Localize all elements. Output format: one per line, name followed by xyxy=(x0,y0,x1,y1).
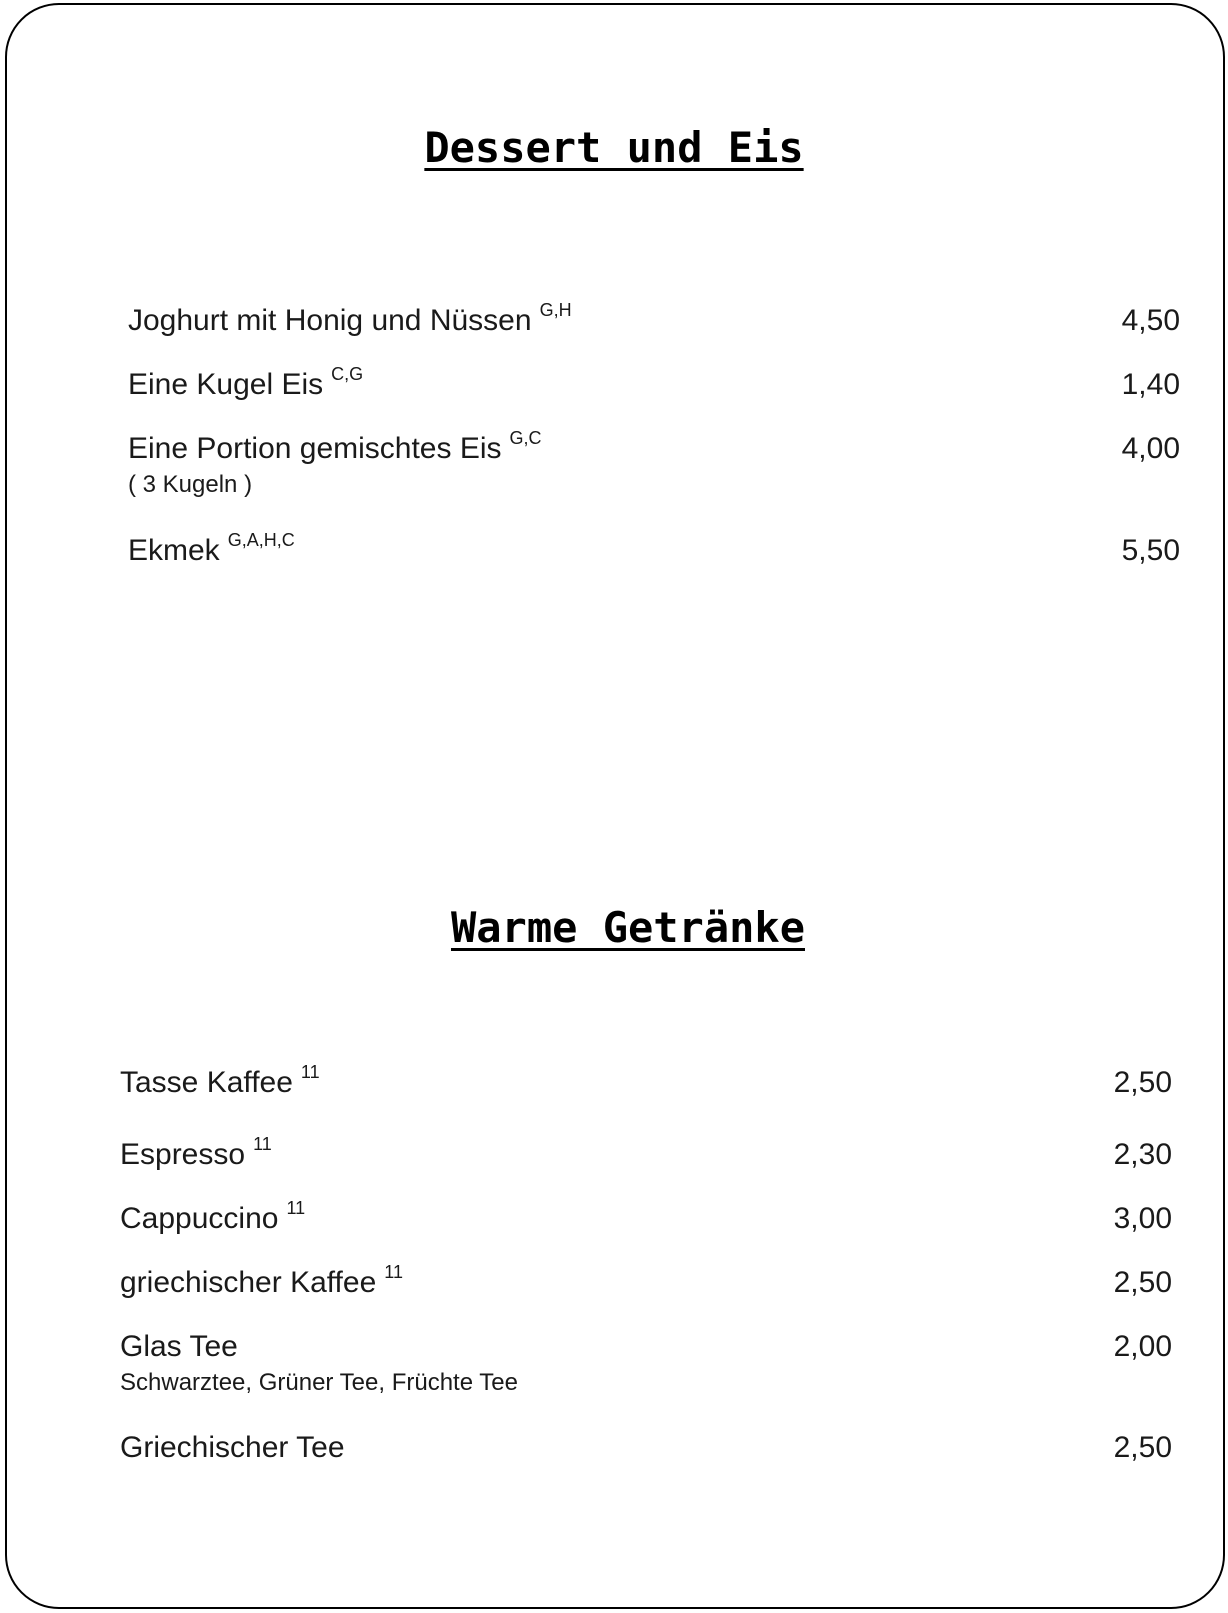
item-price: 4,50 xyxy=(1121,304,1180,337)
menu-item xyxy=(128,530,1180,603)
item-name: Ekmek $^{G,A,H,C}$ xyxy=(128,530,295,567)
item-name: Espresso $^{11}$ xyxy=(120,1134,272,1171)
menu-item xyxy=(120,1198,1172,1271)
section-title-warm-drinks: Warme Getränke xyxy=(450,903,805,952)
allergen-codes: C,G xyxy=(331,364,364,384)
menu-item xyxy=(120,1329,1172,1399)
item-price: 2,30 xyxy=(1113,1138,1172,1171)
item-price: 2,50 xyxy=(1113,1266,1172,1299)
menu-item xyxy=(120,1062,1172,1135)
item-name: Eine Portion gemischtes Eis $^{G,C}$ xyxy=(128,428,542,465)
menu-item xyxy=(120,1262,1172,1335)
allergen-codes: G,H xyxy=(539,300,572,320)
item-name: Eine Kugel Eis $^{C,G}$ xyxy=(128,364,364,401)
allergen-codes: G,C xyxy=(509,428,542,448)
section-title-dessert: Dessert und Eis xyxy=(424,123,804,172)
menu-item xyxy=(128,300,1180,373)
item-price: 2,00 xyxy=(1113,1330,1172,1363)
item-name: Cappuccino $^{11}$ xyxy=(120,1198,306,1235)
menu-item xyxy=(120,1134,1172,1207)
item-name: griechischer Kaffee $^{11}$ xyxy=(120,1262,403,1299)
item-price: 3,00 xyxy=(1113,1202,1172,1235)
menu-item xyxy=(128,364,1180,437)
item-price: 4,00 xyxy=(1121,432,1180,465)
item-name: Joghurt mit Honig und Nüssen $^{G,H}$ xyxy=(128,300,572,337)
item-name: Tasse Kaffee $^{11}$ xyxy=(120,1062,320,1099)
item-price: 2,50 xyxy=(1113,1431,1172,1464)
item-name: Griechischer Tee xyxy=(120,1431,345,1464)
item-note: Schwarztee, Grüner Tee, Früchte Tee xyxy=(120,1369,518,1396)
item-name: Glas Tee xyxy=(120,1330,238,1363)
allergen-codes: G,A,H,C xyxy=(227,530,295,550)
menu-item xyxy=(120,1430,1172,1500)
allergen-codes: 11 xyxy=(384,1262,403,1282)
allergen-codes: 11 xyxy=(253,1134,272,1154)
menu-item xyxy=(128,428,1180,501)
item-note: ( 3 Kugeln ) xyxy=(128,471,253,498)
allergen-codes: 11 xyxy=(286,1198,306,1218)
item-price: 5,50 xyxy=(1121,534,1180,567)
item-price: 1,40 xyxy=(1121,368,1180,401)
item-price: 2,50 xyxy=(1113,1066,1172,1099)
allergen-codes: 11 xyxy=(300,1062,320,1082)
